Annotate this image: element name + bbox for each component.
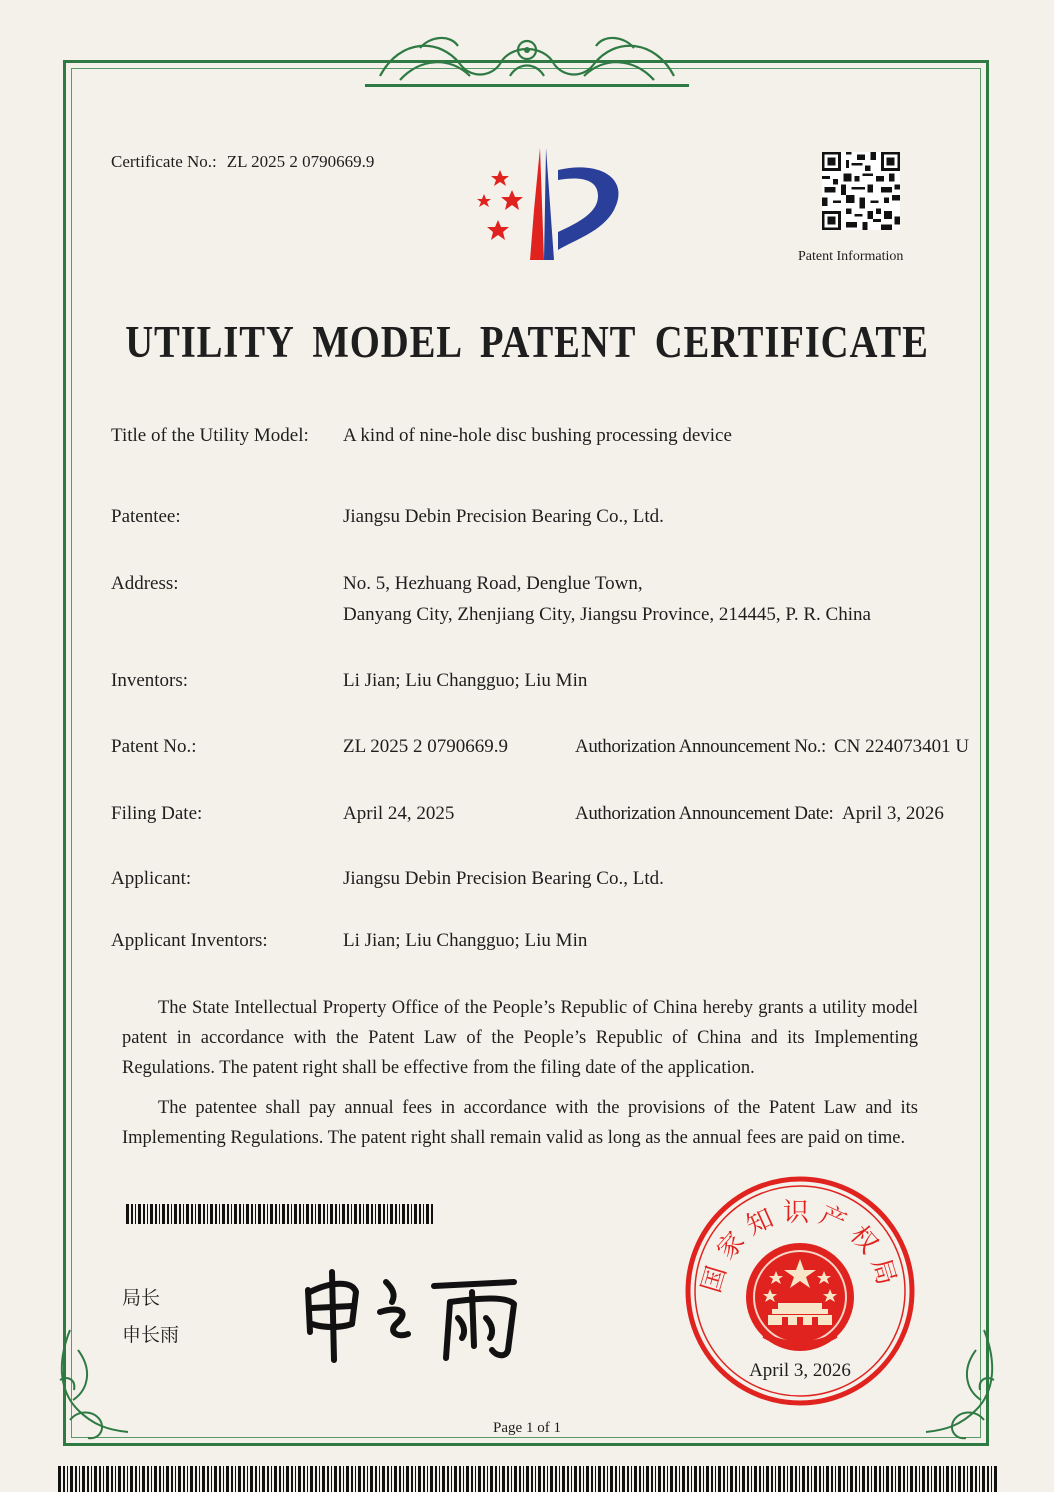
applicant-label: Applicant: — [111, 868, 192, 889]
auth-date-value: April 3, 2026 — [842, 803, 944, 824]
certificate-number-value: ZL 2025 2 0790669.9 — [226, 152, 375, 171]
title-value: A kind of nine-hole disc bushing processing device — [343, 425, 732, 446]
cnipa-logo — [462, 140, 632, 270]
address-line-2: Danyang City, Zhenjiang City, Jiangsu Province, 214445, P. R. China — [343, 604, 871, 625]
top-ornament — [360, 28, 694, 90]
address-line-1: No. 5, Hezhuang Road, Denglue Town, — [343, 573, 643, 594]
address-label: Address: — [111, 573, 179, 594]
auth-no-value: CN 224073401 U — [834, 736, 970, 757]
patent-no-label: Patent No.: — [111, 736, 197, 757]
national-emblem — [746, 1243, 854, 1351]
seal-date: April 3, 2026 — [749, 1360, 851, 1381]
bottom-barcode — [58, 1466, 998, 1492]
applicant-inventors-value: Li Jian; Liu Changguo; Liu Min — [343, 930, 588, 951]
seal-text: 国家知识产权局 — [696, 1198, 904, 1297]
qr-code — [822, 152, 900, 230]
fees-paragraph: The patentee shall pay annual fees in accordance with the provisions of the Patent Law and its Implementing Regulations. The patent right shall remain valid as long as the annual fees are paid on time. — [122, 1098, 918, 1148]
patent-no-value: ZL 2025 2 0790669.9 — [343, 736, 509, 757]
auth-date-label: Authorization Announcement Date: — [575, 803, 834, 824]
filing-date-value: April 24, 2025 — [343, 803, 455, 824]
handwritten-signature — [300, 1262, 530, 1372]
signatory-title: 局长 — [122, 1287, 161, 1309]
certificate-number-label: Certificate No.: — [111, 152, 217, 171]
certificate-title: UTILITY MODEL PATENT CERTIFICATE — [125, 317, 929, 367]
signatory-name: 申长雨 — [122, 1324, 180, 1346]
auth-no-label: Authorization Announcement No.: — [575, 736, 826, 757]
grant-paragraph: The State Intellectual Property Office of the People’s Republic of China hereby grants a utility model patent in accordance with the Patent Law of the People’s Republic of China and its Implementing Regulations. The patent right shall be effective from the filing date of the application. — [122, 998, 918, 1078]
barcode — [126, 1204, 434, 1224]
title-label: Title of the Utility Model: — [111, 425, 309, 446]
applicant-inventors-label: Applicant Inventors: — [111, 930, 268, 951]
inventors-label: Inventors: — [111, 670, 189, 691]
filing-date-label: Filing Date: — [111, 803, 203, 824]
page-number: Page 1 of 1 — [493, 1420, 561, 1436]
applicant-value: Jiangsu Debin Precision Bearing Co., Ltd. — [343, 868, 664, 889]
inventors-value: Li Jian; Liu Changguo; Liu Min — [343, 670, 588, 691]
certificate-number — [111, 152, 374, 172]
qr-label: Patent Information — [798, 249, 904, 264]
patentee-label: Patentee: — [111, 506, 181, 527]
patentee-value: Jiangsu Debin Precision Bearing Co., Ltd. — [343, 506, 664, 527]
